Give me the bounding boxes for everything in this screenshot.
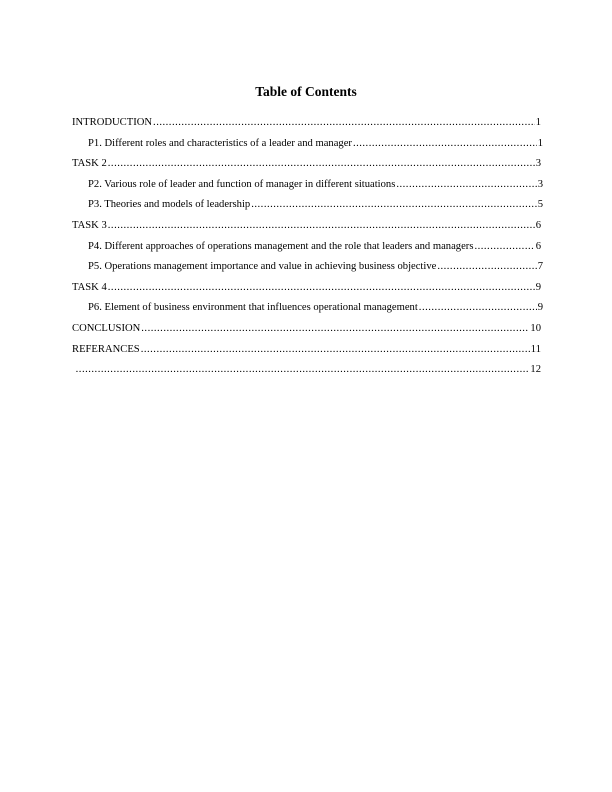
toc-entry[interactable] [72,319,541,340]
toc-entry-page: 10 [530,322,541,334]
toc-dot-leader [108,216,535,237]
toc-entry-page: 7 [537,261,543,273]
toc-entry-label [72,360,75,381]
toc-dot-leader [76,360,530,381]
toc-entry[interactable] [72,360,541,381]
toc-entry-page: 6 [535,219,541,231]
toc-entry-label: P6. Element of business environment that influences operational management [88,302,418,314]
toc-entry-page: 5 [537,199,543,211]
toc-entry-page: 3 [537,178,543,190]
toc-entry-page: 12 [530,364,541,376]
toc-dot-leader [141,319,529,340]
toc-dot-leader [141,340,530,361]
toc-entry[interactable] [72,154,541,175]
toc-entry-label: CONCLUSION [72,322,141,334]
toc-dot-leader [419,298,537,319]
toc-dot-leader [251,195,536,216]
toc-entry-page: 11 [530,343,541,355]
toc-entry-page: 1 [535,117,541,128]
toc-entry-label: TASK 4 [72,281,107,293]
toc-entry[interactable] [72,257,543,278]
toc-entry-page: 9 [535,281,541,293]
toc-dot-leader [396,175,536,196]
toc-entry-page: 1 [537,137,543,149]
toc-entry[interactable] [72,340,541,361]
toc-entry[interactable] [72,113,541,134]
toc-entry-page: 6 [535,240,541,252]
toc-entry[interactable] [72,195,543,216]
toc-entry-label: INTRODUCTION [72,117,153,128]
toc-dot-leader [437,257,536,278]
toc-entry[interactable] [72,175,543,196]
toc-dot-leader [108,278,535,299]
toc-dot-leader [153,113,535,134]
toc-entry-label: REFERANCES [72,343,140,355]
toc-entry-page: 3 [535,158,541,170]
toc-entry[interactable] [72,134,543,155]
toc-entry-label: TASK 2 [72,158,107,170]
toc-dot-leader [353,134,537,155]
toc-list [72,113,541,381]
toc-entry-label: P2. Various role of leader and function of manager in different situations [88,178,396,190]
toc-entry[interactable] [72,216,541,237]
toc-dot-leader [108,154,535,175]
toc-entry-page: 9 [537,302,543,314]
toc-entry-label: P5. Operations management importance and value in achieving business objective [88,261,437,273]
toc-dot-leader [474,237,534,258]
toc-title: Table of Contents [255,84,357,99]
toc-entry[interactable] [72,237,541,258]
toc-entry[interactable] [72,298,543,319]
toc-entry[interactable] [72,278,541,299]
toc-entry-label: P3. Theories and models of leadership [88,199,251,211]
toc-entry-label: P1. Different roles and characteristics of a leader and manager [88,137,352,149]
toc-entry-label: P4. Different approaches of operations management and the role that leaders and managers [88,240,474,252]
toc-entry-label: TASK 3 [72,219,107,231]
